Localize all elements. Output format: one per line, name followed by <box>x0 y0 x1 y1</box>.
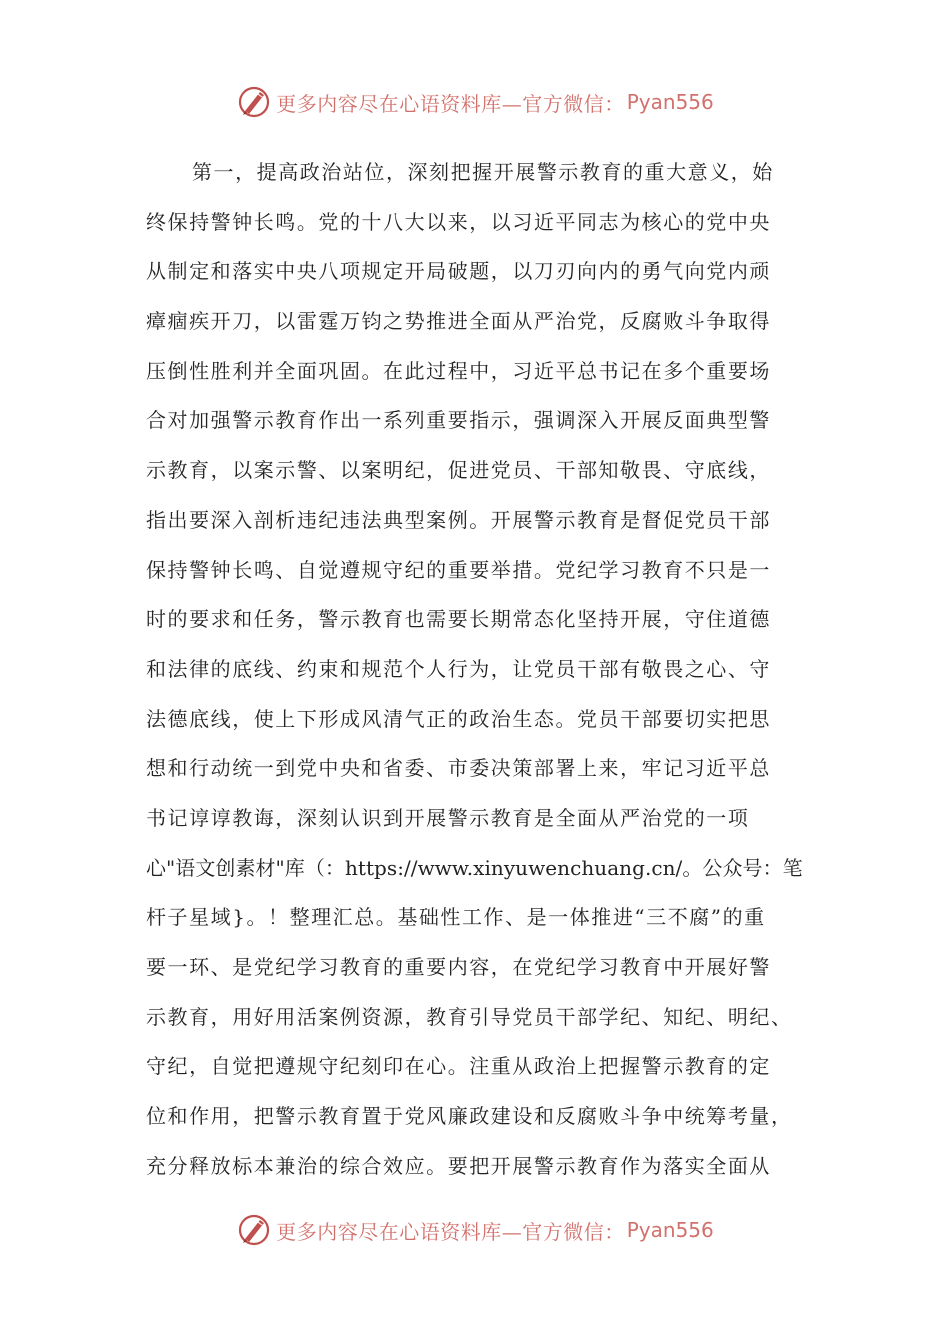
text-line: 想和行动统一到党中央和省委、市委决策部署上来，牢记习近平总 <box>146 756 771 781</box>
text-line: 位和作用，把警示教育置于党风廉政建设和反腐败斗争中统筹考量， <box>146 1104 793 1129</box>
document-body <box>146 148 806 1191</box>
pen-logo-icon <box>236 1212 272 1248</box>
text-line: 示教育，用好用活案例资源，教育引导党员干部学纪、知纪、明纪、 <box>146 1004 793 1029</box>
wechat-handle: Pyan556 <box>626 1218 714 1242</box>
text-line: 合对加强警示教育作出一系列重要指示，强调深入开展反面典型警 <box>146 408 771 433</box>
wechat-handle: Pyan556 <box>626 90 714 114</box>
text-line: 杆子星域}。！整理汇总。基础性工作、是一体推进“三不腐”的重 <box>146 905 766 930</box>
text-line: 从制定和落实中央八项规定开局破题，以刀刃向内的勇气向党内顽 <box>146 259 771 284</box>
text-line: 守纪，自觉把遵规守纪刻印在心。注重从政治上把握警示教育的定 <box>146 1054 771 1079</box>
text-line: 终保持警钟长鸣。党的十八大以来，以习近平同志为核心的党中央 <box>146 209 771 234</box>
footer-banner <box>0 1208 950 1252</box>
text-line: 时的要求和任务，警示教育也需要长期常态化坚持开展，守住道德 <box>146 607 771 632</box>
text-line: 第一，提高政治站位，深刻把握开展警示教育的重大意义，始 <box>192 160 774 184</box>
text-line: 瘴痼疾开刀，以雷霆万钧之势推进全面从严治党，反腐败斗争取得 <box>146 309 771 334</box>
banner-text: 更多内容尽在心语资料库—官方微信： <box>276 1219 625 1244</box>
text-line: 压倒性胜利并全面巩固。在此过程中，习近平总书记在多个重要场 <box>146 358 771 383</box>
pen-logo-icon <box>236 84 272 120</box>
text-line: 书记谆谆教诲，深刻认识到开展警示教育是全面从严治党的一项 <box>146 805 750 830</box>
text-line: 和法律的底线、约束和规范个人行为，让党员干部有敬畏之心、守 <box>146 656 771 681</box>
text-line: 要一环、是党纪学习教育的重要内容，在党纪学习教育中开展好警 <box>146 955 771 979</box>
text-line: 指出要深入剖析违纪违法典型案例。开展警示教育是督促党员干部 <box>146 507 771 532</box>
banner-text: 更多内容尽在心语资料库—官方微信： <box>276 91 625 116</box>
header-banner <box>0 80 950 124</box>
text-line: 充分释放标本兼治的综合效应。要把开展警示教育作为落实全面从 <box>146 1153 771 1178</box>
text-line: 心"语文创素材"库（：https://www.xinyuwenchuang.cn/。公众号：笔 <box>146 855 803 880</box>
text-line: 示教育，以案示警、以案明纪，促进党员、干部知敬畏、守底线， <box>146 458 771 483</box>
text-line: 法德底线，使上下形成风清气正的政治生态。党员干部要切实把思 <box>146 706 771 731</box>
text-line: 保持警钟长鸣、自觉遵规守纪的重要举措。党纪学习教育不只是一 <box>146 557 771 582</box>
